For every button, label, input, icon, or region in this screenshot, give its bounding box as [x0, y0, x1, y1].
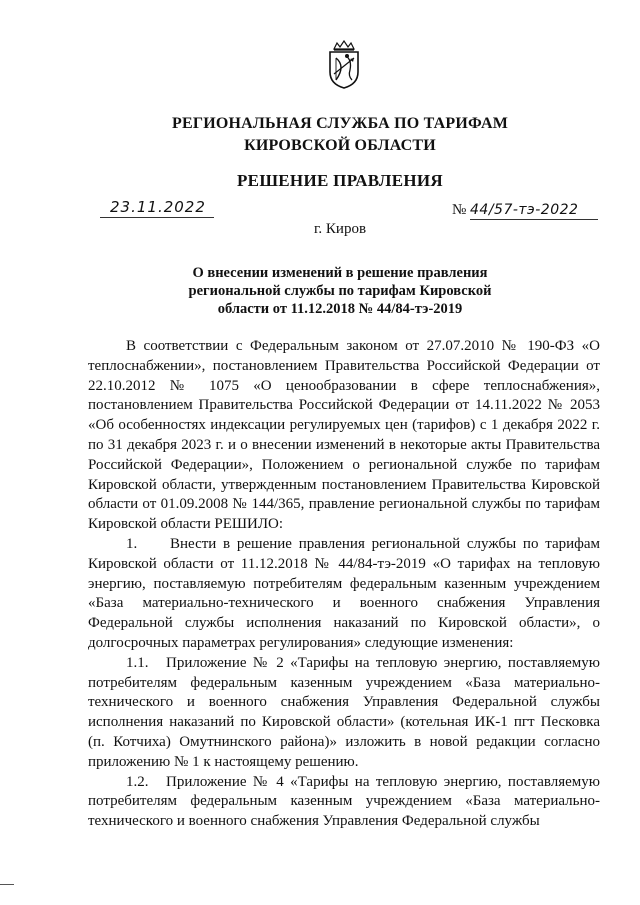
city-line: г. Киров: [313, 221, 367, 237]
preamble-paragraph: В соответствии с Федеральным законом от 27.07.2010 № 190-ФЗ «О теплоснабжении», постановлением Правительства Российской Федерации от 22.10.2012 № 1075 «О ценообразовании в сфере теплоснабжения», постановлением Правительства Российской Федерации от 14.11.2022 № 2053 «Об особенностях индексации регулируемых цен (тарифов) с 1 декабря 2022 г. по 31 декабря 2023 г. и о внесении изменений в некоторые акты Правительства Российской Федерации», Положением о региональной службе по тарифам Кировской области, утвержденным постановлением Правительства Кировской области от 01.09.2008 № 144/365, правление региональной службы по тарифам Кировской области РЕШИЛО:: [88, 338, 600, 533]
document-date: 23.11.2022: [100, 197, 214, 218]
number-value: 44/57-тэ-2022: [470, 201, 598, 220]
clause-number: 1.: [126, 535, 138, 552]
clause-1-1: [88, 654, 600, 773]
org-title-line1: РЕГИОНАЛЬНАЯ СЛУЖБА ПО ТАРИФАМ: [171, 115, 509, 132]
clause-text: Внести в решение правления региональной службы по тарифам Кировской области от 11.12.2018 № 44/84-тэ-2019 «О тарифах на тепловую энергию, поставляемую потребителям федеральным казенным учреждением «База материально-технического и военного снабжения Управления Федеральной службы исполнения наказаний по Кировской области», о долгосрочных параметрах регулирования» следующие изменения:: [88, 535, 600, 651]
page-edge-mark: [0, 884, 14, 885]
clause-1-2: [88, 773, 600, 832]
subject-line1: О внесении изменений в решение правления: [192, 265, 488, 281]
number-sign: №: [452, 202, 467, 218]
document-type: РЕШЕНИЕ ПРАВЛЕНИЯ: [237, 171, 443, 190]
subject-line2: региональной службы по тарифам Кировской: [188, 283, 492, 299]
clause-1: [88, 535, 600, 654]
org-title-line2: КИРОВСКОЙ ОБЛАСТИ: [244, 137, 436, 154]
clause-number: 1.2.: [126, 773, 149, 790]
document-subject: [140, 264, 540, 318]
document-number: [452, 200, 602, 220]
subject-line3: области от 11.12.2018 № 44/84-тэ-2019: [217, 301, 463, 317]
document-body: [88, 337, 600, 832]
organization-title: [100, 113, 580, 157]
clause-number: 1.1.: [126, 654, 149, 671]
clause-text: Приложение № 4 «Тарифы на тепловую энергию, поставляемую потребителям федеральным казенным учреждением «База материально-технического и военного снабжения Управления Федеральной службы: [88, 773, 600, 830]
kirov-oblast-coat-of-arms-icon: [324, 40, 364, 90]
clause-text: Приложение № 2 «Тарифы на тепловую энергию, поставляемую потребителям федеральным казенным учреждением «База материально-технического и военного снабжения Управления Федеральной службы исполнения наказаний по Кировской области» (котельная ИК-1 пгт Песковка (п. Котчиха) Омутнинского района)» изложить в новой редакции согласно приложению № 1 к настоящему решению.: [88, 654, 600, 770]
